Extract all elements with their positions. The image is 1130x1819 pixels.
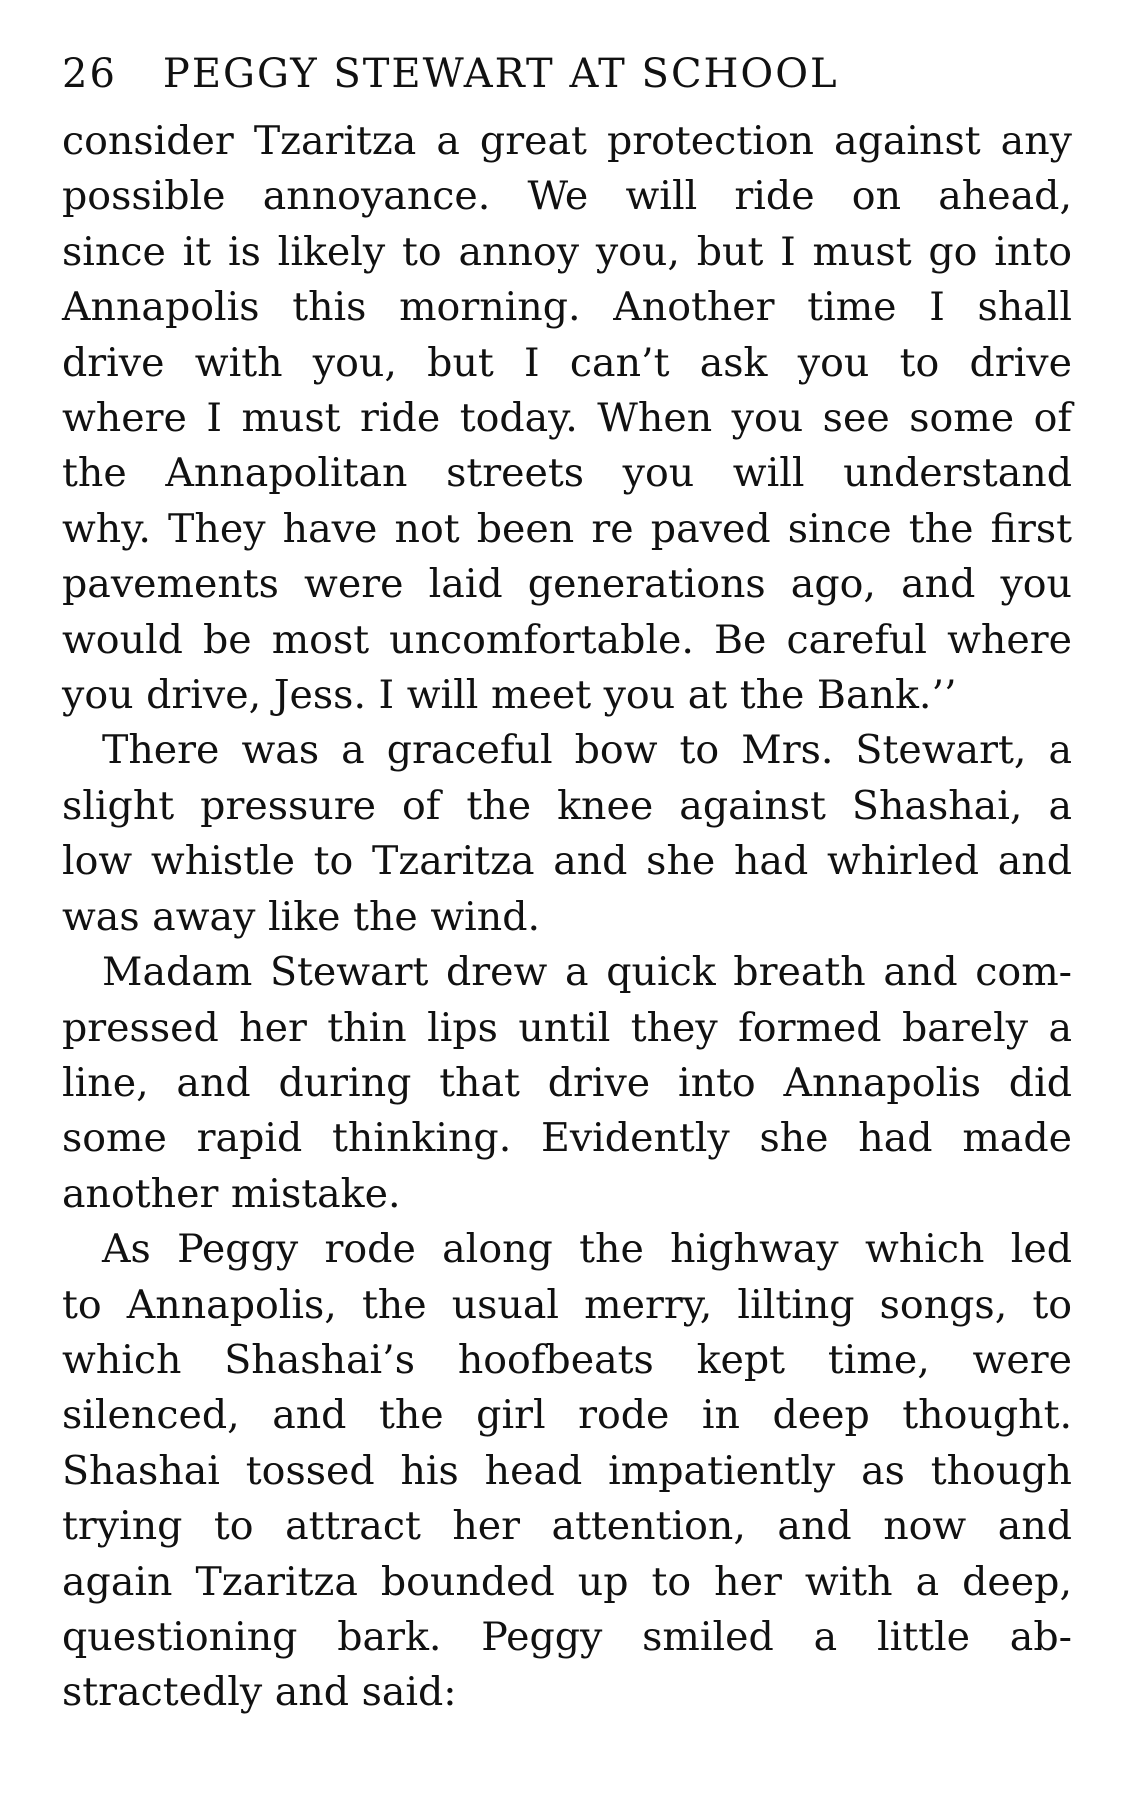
- text-line: line, and during that drive into Annapolis did: [62, 1059, 1072, 1106]
- text-line: why. They have not been re paved since the first: [62, 505, 1072, 552]
- text-line: low whistle to Tzaritza and she had whirled and: [62, 838, 1072, 885]
- text-line: As Peggy rode along the highway which led: [102, 1226, 1072, 1273]
- text-line: possible annoyance. We will ride on ahead,: [62, 173, 1072, 220]
- page-number: 26: [62, 51, 117, 97]
- text-line: to Annapolis, the usual merry, lilting songs, to: [62, 1281, 1072, 1328]
- text-line: pavements were laid generations ago, and you: [62, 561, 1072, 608]
- text-line: silenced, and the girl rode in deep thought.: [62, 1392, 1072, 1439]
- book-page: [62, 48, 1072, 1721]
- text-line: Shashai tossed his head impatiently as though: [62, 1447, 1072, 1494]
- text-line: again Tzaritza bounded up to her with a deep,: [62, 1558, 1072, 1605]
- text-line: was away like the wind.: [62, 893, 541, 940]
- text-line: which Shashai’s hoofbeats kept time, were: [62, 1336, 1072, 1383]
- text-line: questioning bark. Peggy smiled a little ab-: [62, 1613, 1072, 1660]
- text-line: since it is likely to annoy you, but I must go into: [62, 228, 1072, 275]
- running-title: PEGGY STEWART AT SCHOOL: [162, 51, 839, 97]
- text-line: the Annapolitan streets you will understand: [62, 450, 1072, 497]
- text-line: another mistake.: [62, 1170, 401, 1217]
- text-line: There was a graceful bow to Mrs. Stewart, a: [102, 727, 1072, 774]
- text-line: slight pressure of the knee against Shashai, a: [62, 782, 1072, 829]
- text-line: trying to attract her attention, and now and: [62, 1503, 1072, 1550]
- text-line: pressed her thin lips until they formed barely a: [62, 1004, 1072, 1051]
- running-head: [62, 48, 1072, 100]
- text-line: Madam Stewart drew a quick breath and com-: [102, 949, 1072, 996]
- text-line: would be most uncomfortable. Be careful where: [62, 616, 1072, 663]
- text-line: consider Tzaritza a great protection against any: [62, 118, 1072, 164]
- text-line: some rapid thinking. Evidently she had made: [62, 1115, 1072, 1162]
- text-line: Annapolis this morning. Another time I shall: [62, 284, 1072, 331]
- text-line: where I must ride today. When you see some of: [62, 395, 1072, 442]
- text-line: stractedly and said:: [62, 1669, 457, 1716]
- text-line: drive with you, but I can’t ask you to drive: [62, 339, 1072, 386]
- text-line: you drive, Jess. I will meet you at the Bank.’’: [62, 672, 957, 719]
- body-text: [62, 114, 1072, 1721]
